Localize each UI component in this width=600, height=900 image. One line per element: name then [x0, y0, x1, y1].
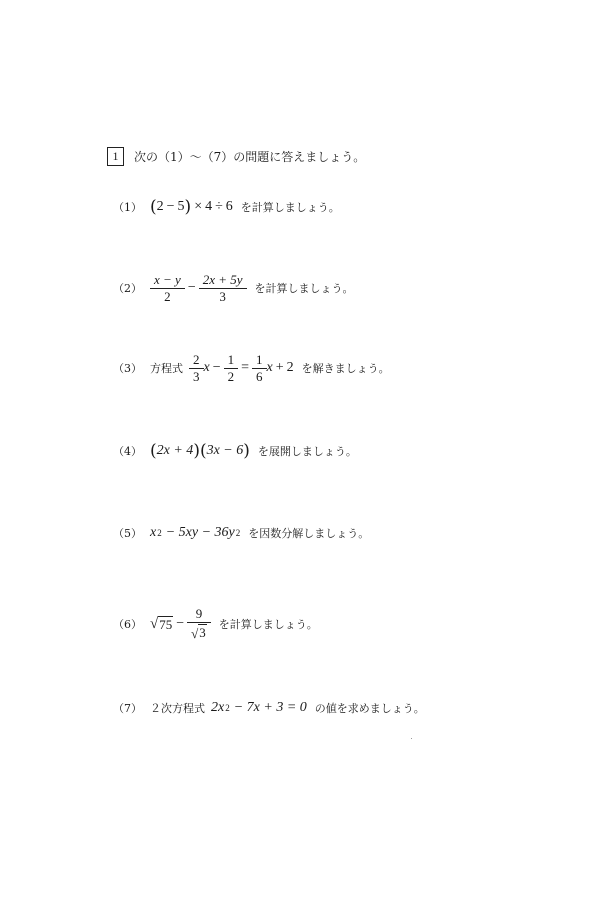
- problem-7-prefix: ２次方程式: [150, 702, 205, 715]
- problem-4: [113, 431, 357, 471]
- variable: x: [150, 525, 157, 540]
- exponent: 2: [157, 528, 162, 538]
- radicand: 75: [159, 617, 173, 632]
- problem-2-instruction: を計算しましょう。: [254, 282, 354, 295]
- operand: 2: [286, 360, 294, 375]
- first-factor: 2x + 4: [156, 443, 194, 458]
- close-paren: ): [184, 196, 192, 217]
- denominator: 6: [252, 368, 267, 384]
- open-paren: (: [199, 440, 207, 461]
- radicand: 3: [199, 625, 206, 640]
- operand: 4: [205, 199, 213, 214]
- numerator: 2: [193, 351, 200, 367]
- operand: 5: [177, 199, 185, 214]
- problem-6-expression: [150, 607, 211, 641]
- header-instruction: 次の（1）～（7）の問題に答えましょう。: [134, 149, 366, 164]
- exponent: 2: [225, 703, 230, 713]
- operator: =: [241, 360, 250, 375]
- problem-4-instruction: を展開しましょう。: [257, 445, 357, 458]
- problem-6-instruction: を計算しましょう。: [218, 618, 318, 631]
- fraction: [191, 353, 202, 384]
- problem-7: [113, 688, 425, 728]
- problem-5-label: （5）: [113, 527, 142, 540]
- numerator: 1: [256, 351, 263, 367]
- scan-speck: [411, 738, 412, 739]
- square-root: [150, 616, 173, 632]
- problem-5: [113, 513, 369, 553]
- operator: −: [187, 280, 196, 295]
- problem-1-label: （1）: [113, 201, 142, 214]
- second-factor: 3x − 6: [206, 443, 244, 458]
- fraction: [254, 353, 265, 384]
- problem-2-label: （2）: [113, 282, 142, 295]
- problem-3-instruction: を解きましょう。: [301, 362, 390, 375]
- term: 2x: [211, 700, 225, 715]
- problem-set-header: [107, 146, 365, 166]
- problem-3-label: （3）: [113, 362, 142, 375]
- problem-1-instruction: を計算しましょう。: [240, 201, 340, 214]
- fraction: [189, 607, 209, 641]
- variable: x: [266, 360, 273, 375]
- operator: −: [212, 360, 221, 375]
- close-paren: ): [193, 440, 200, 461]
- numerator: 1: [227, 351, 235, 367]
- radical-sign: √: [191, 626, 199, 641]
- denominator: 2: [150, 288, 185, 304]
- terms: − 5xy − 36: [165, 525, 229, 540]
- problem-3-expression: [189, 353, 294, 384]
- variable: x: [203, 360, 210, 375]
- problem-4-expression: [150, 440, 250, 461]
- operator: +: [275, 360, 284, 375]
- denominator: 3: [199, 288, 247, 304]
- operator: ×: [194, 199, 203, 214]
- variable: y: [228, 525, 235, 540]
- problem-6-label: （6）: [113, 618, 142, 631]
- open-paren: (: [150, 196, 157, 217]
- problem-3: [113, 348, 390, 388]
- fraction: [152, 273, 183, 304]
- square-root: [191, 624, 207, 640]
- radical-sign: √: [150, 616, 159, 632]
- fraction: [201, 273, 245, 304]
- problem-4-label: （4）: [113, 445, 142, 458]
- operator: ÷: [215, 199, 223, 214]
- problem-7-expression: [211, 700, 307, 716]
- problem-7-instruction: の値を求めましょう。: [314, 702, 425, 715]
- terms: − 7x + 3 = 0: [233, 700, 307, 715]
- problem-1-expression: [150, 196, 233, 217]
- problem-3-prefix: 方程式: [150, 362, 183, 375]
- exponent: 2: [235, 528, 241, 538]
- denominator: [187, 622, 211, 641]
- close-paren: ): [243, 440, 250, 461]
- problem-2-expression: [150, 273, 247, 304]
- operand: 6: [225, 199, 233, 214]
- numerator: 2x + 5y: [202, 271, 243, 287]
- numerator: 9: [195, 606, 203, 621]
- operator: −: [176, 616, 185, 631]
- problem-1: [113, 187, 340, 227]
- problem-5-instruction: を因数分解しましょう。: [248, 527, 370, 540]
- problem-5-expression: [150, 525, 240, 541]
- denominator: 3: [189, 368, 204, 384]
- fraction: [226, 353, 237, 384]
- problem-6: [113, 604, 318, 644]
- operator: −: [166, 199, 175, 214]
- open-paren: (: [150, 440, 157, 461]
- denominator: 2: [224, 368, 239, 384]
- operand: 2: [156, 199, 164, 214]
- problem-2: [113, 268, 354, 308]
- numerator: x − y: [154, 271, 181, 287]
- problem-set-number: 1: [107, 147, 124, 166]
- problem-7-label: （7）: [113, 702, 142, 715]
